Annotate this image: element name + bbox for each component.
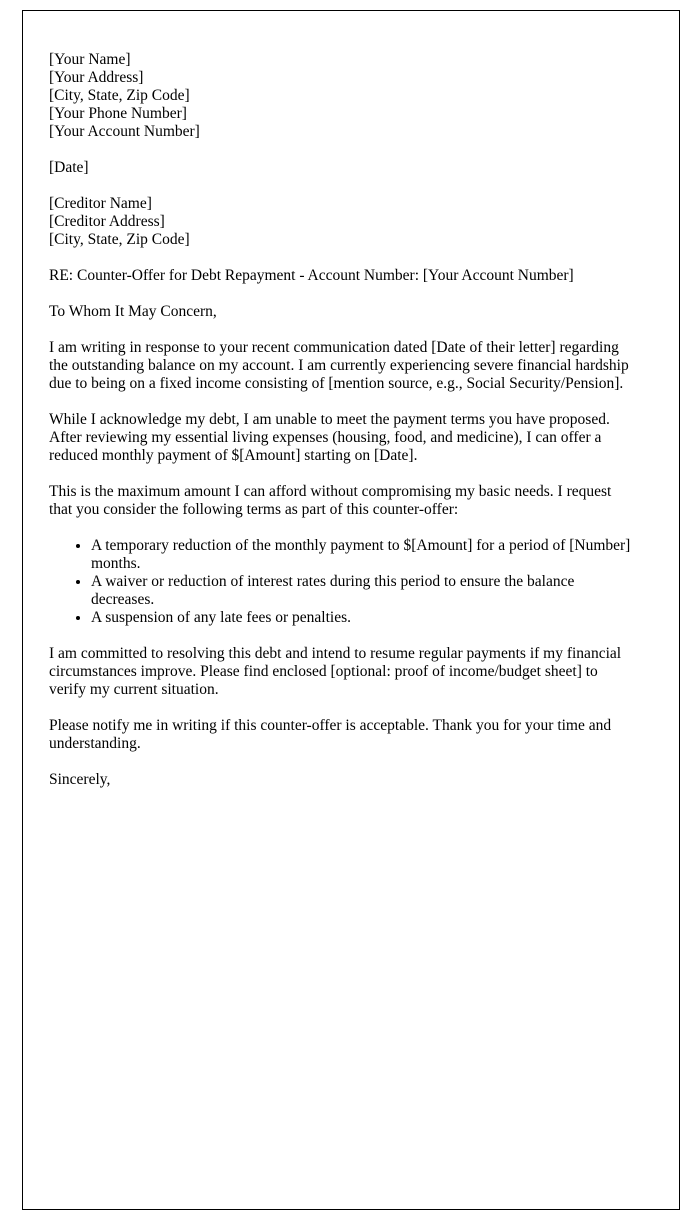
paragraph-request-reply: Please notify me in writing if this counter-offer is acceptable. Thank you for your time and understanding. xyxy=(49,717,612,752)
paragraph-commitment: I am committed to resolving this debt and intend to resume regular payments if my financial circumstances improve. Please find enclosed [optional: proof of income/budget sheet] to verify my current situation. xyxy=(49,645,622,698)
creditor-name: [Creditor Name] xyxy=(49,195,152,212)
sender-block xyxy=(49,51,635,141)
subject-line: RE: Counter-Offer for Debt Repayment - Account Number: [Your Account Number] xyxy=(49,267,574,284)
sender-phone: [Your Phone Number] xyxy=(49,105,187,122)
letter-body xyxy=(49,51,635,789)
salutation: To Whom It May Concern, xyxy=(49,303,217,320)
sender-account-number: [Your Account Number] xyxy=(49,123,200,140)
letter-page xyxy=(22,10,680,1210)
counter-offer-terms-list xyxy=(49,537,635,627)
term-item-interest-waiver: • A waiver or reduction of interest rates during this period to ensure the balance decreases. xyxy=(91,573,635,609)
term-item-fee-suspension: • A suspension of any late fees or penalties. xyxy=(91,609,635,627)
sender-name: [Your Name] xyxy=(49,51,131,68)
creditor-city-state-zip: [City, State, Zip Code] xyxy=(49,231,190,248)
date-line xyxy=(49,159,635,177)
recipient-block xyxy=(49,195,635,249)
sender-address: [Your Address] xyxy=(49,69,144,86)
term-item-reduced-payment: • A temporary reduction of the monthly payment to $[Amount] for a period of [Number] months. xyxy=(91,537,635,573)
paragraph-intro: I am writing in response to your recent communication dated [Date of their letter] regarding the outstanding balance on my account. I am currently experiencing severe financial hardship due to being on a fixed income consisting of [mention source, e.g., Social Security/Pension]. xyxy=(49,339,629,392)
paragraph-offer: While I acknowledge my debt, I am unable to meet the payment terms you have proposed. After reviewing my essential living expenses (housing, food, and medicine), I can offer a reduced monthly payment of $[Amount] starting on [Date]. xyxy=(49,411,610,464)
paragraph-terms-intro: This is the maximum amount I can afford without compromising my basic needs. I request that you consider the following terms as part of this counter-offer: xyxy=(49,483,612,518)
creditor-address: [Creditor Address] xyxy=(49,213,165,230)
letter-date: [Date] xyxy=(49,159,89,176)
sender-city-state-zip: [City, State, Zip Code] xyxy=(49,87,190,104)
signoff: Sincerely, xyxy=(49,771,111,788)
